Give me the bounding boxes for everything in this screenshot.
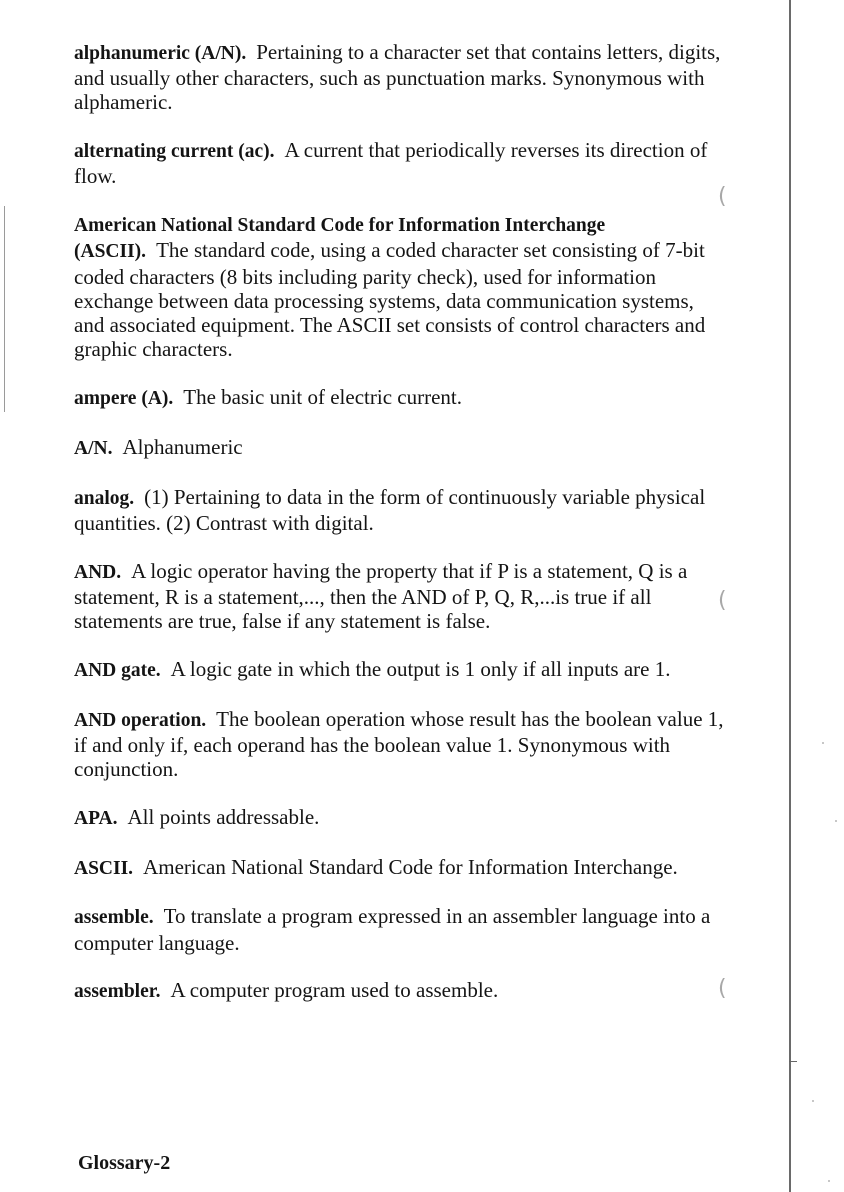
entry-term: alternating current (ac). (74, 141, 275, 163)
glossary-entry (74, 138, 724, 188)
entry-term: ASCII. (74, 857, 134, 879)
entry-term: AND gate. (74, 659, 161, 681)
binding-tick (789, 1061, 797, 1062)
entry-definition: To translate a program expressed in an assembler language into a computer language. (74, 904, 711, 955)
entry-term: assembler. (74, 981, 161, 1003)
scan-speck (822, 742, 824, 744)
scan-mark: ( (718, 976, 727, 1001)
entry-term: American National Standard Code for Information Interchange (ASCII). (74, 215, 606, 263)
glossary-entry (74, 707, 724, 782)
entry-term: AND operation. (74, 709, 207, 731)
entry-term: alphanumeric (A/N). (74, 43, 247, 64)
scan-speck (835, 820, 837, 822)
entry-definition: Pertaining to a character set that contains letters, digits, and usually other characters, such as punctuation marks. Synonymous with alphameric. (74, 40, 721, 115)
scan-speck (812, 1100, 814, 1102)
entry-definition: (1) Pertaining to data in the form of continuously variable physical quantities. (2) Contrast with digital. (74, 484, 706, 535)
glossary-entry (74, 559, 724, 634)
entry-term: AND. (74, 561, 122, 583)
entry-term: analog. (74, 487, 135, 509)
entry-definition: A logic operator having the property that if P is a statement, Q is a statement, R is a statement,..., then the AND of P, Q, R,...is true if all statements are true, false if any statement is false. (74, 558, 688, 634)
entry-definition: American National Standard Code for Information Interchange. (143, 854, 678, 879)
entry-definition: A logic gate in which the output is 1 only if all inputs are 1. (170, 656, 671, 681)
entry-definition: All points addressable. (127, 804, 320, 829)
glossary-entry (74, 855, 724, 881)
entry-term: APA. (74, 807, 118, 829)
scan-mark: ( (718, 588, 727, 613)
binding-rule (789, 0, 791, 1192)
entry-definition: Alphanumeric (122, 434, 243, 459)
glossary-entry (74, 657, 724, 683)
entry-definition: The basic unit of electric current. (183, 385, 462, 410)
glossary-entry (74, 485, 724, 535)
entry-term: assemble. (74, 907, 154, 929)
entry-term: ampere (A). (74, 388, 174, 410)
glossary-entry (74, 435, 724, 461)
scan-speck (828, 1180, 830, 1182)
glossary-entry (74, 385, 724, 411)
entry-definition: The standard code, using a coded character set consisting of 7-bit coded characters (8 bits including parity check), used for information exchange between data processing systems, data communication systems, and associated equipment. The ASCII set consists of control characters and graphic characters. (74, 238, 706, 362)
glossary-entry (74, 904, 724, 954)
glossary-entry (74, 40, 724, 115)
entry-definition: A current that periodically reverses its direction of flow. (74, 138, 708, 189)
entry-definition: A computer program used to assemble. (170, 978, 499, 1003)
glossary-entries (74, 40, 724, 1028)
scan-mark: ( (718, 184, 727, 209)
glossary-entry (74, 978, 724, 1004)
page-number-label: Glossary-2 (78, 1152, 171, 1174)
glossary-entry (74, 805, 724, 831)
entry-definition: The boolean operation whose result has the boolean value 1, if and only if, each operand has the boolean value 1. Synonymous with conjunction. (74, 706, 724, 782)
left-margin-rule (4, 206, 5, 412)
glossary-entry (74, 212, 724, 361)
entry-term: A/N. (74, 437, 113, 459)
